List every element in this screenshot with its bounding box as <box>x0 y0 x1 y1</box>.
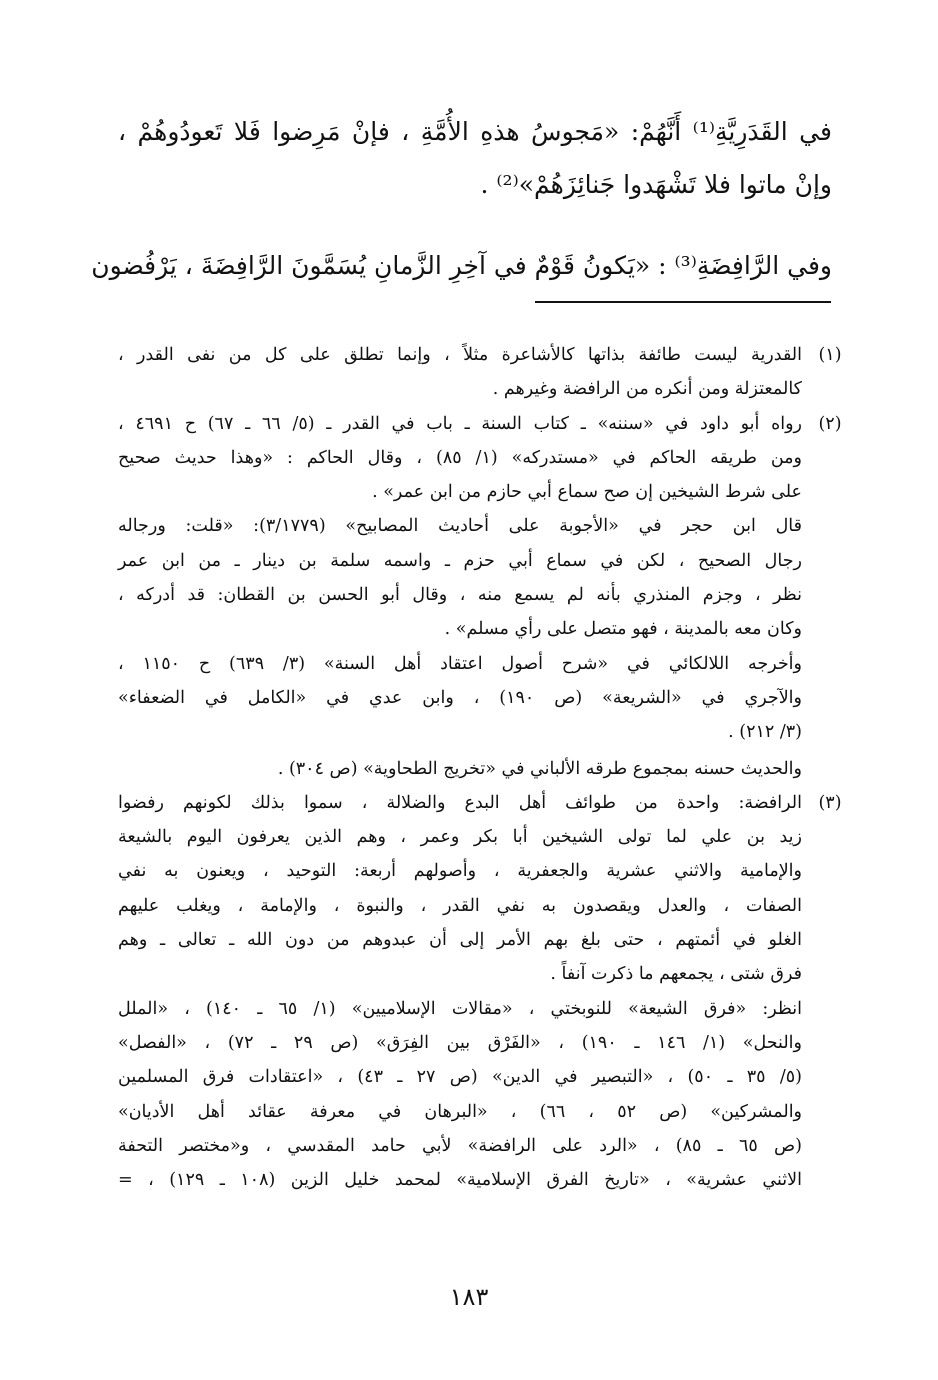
footnote-separator <box>535 301 831 303</box>
main-text-line: في القَدَرِيَّةِ⁽¹⁾ أَنَّهُمْ: «مَجوسُ هذهِ الأُمَّةِ ، فإنْ مَرِضوا فَلا تَعودُوهُمْ ، <box>118 117 832 146</box>
footnote-line: الصفات ، والعدل ويقصدون به نفي القدر ، والنبوة ، والإمامة ، ويغلب عليهم <box>118 895 802 916</box>
footnote-line: انظر: «فرق الشيعة» للنوبختي ، «مقالات الإسلاميين» (١/ ٦٥ ـ ١٤٠) ، «الملل <box>118 998 803 1019</box>
footnote-line: زيد بن علي لما تولى الشيخين أبا بكر وعمر ، وهم الذين يعرفون اليوم بالشيعة <box>118 827 802 848</box>
footnote-line: (ص ٦٥ ـ ٨٥) ، «الرد على الرافضة» لأبي حامد المقدسي ، و«مختصر التحفة <box>118 1135 802 1156</box>
footnote-line: رجال الصحيح ، لكن في سماع أبي حزم ـ واسمه سلمة بن دينار ـ من ابن عمر <box>118 550 802 571</box>
footnote-2 <box>118 407 850 786</box>
footnote-line: والمشركين» (ص ٥٢ ، ٦٦) ، «البرهان في معرفة عقائد أهل الأديان» <box>118 1101 803 1122</box>
footnote-line: وأخرجه اللالكائي في «شرح أصول اعتقاد أهل السنة» (٣/ ٦٣٩) ح ١١٥٠ ، <box>118 653 802 674</box>
footnote-number: (٢) <box>818 413 842 434</box>
footnote-line: (٣/ ٢١٢) . <box>728 722 802 743</box>
footnote-line: الرافضة: واحدة من طوائف أهل البدع والضلالة ، سموا بذلك لكونهم رفضوا <box>118 792 802 813</box>
footnote-1 <box>118 338 850 407</box>
footnote-number: (١) <box>818 345 842 365</box>
footnote-line: الغلو في أئمتهم ، حتى بلغ بهم الأمر إلى أن عبدوهم من دون الله ـ تعالى ـ وهم <box>118 930 802 951</box>
page-number: ١٨٣ <box>449 1283 489 1311</box>
footnote-line: والحديث حسنه بمجموع طرقه الألباني في «تخريج الطحاوية» (ص ٣٠٤) . <box>277 758 802 779</box>
footnotes <box>118 338 850 1197</box>
main-text-line: وفي الرَّافِضَةِ⁽³⁾ : «يَكونُ قَوْمٌ في آخِرِ الزَّمانِ يُسَمَّونَ الرَّافِضَةَ ، يَرْفُضون <box>91 251 832 280</box>
footnote-line: رواه أبو داود في «سننه» ـ كتاب السنة ـ باب في القدر ـ (٥/ ٦٦ ـ ٦٧) ح ٤٦٩١ ، <box>118 413 802 434</box>
footnote-line: على شرط الشيخين إن صح سماع أبي حازم من ابن عمر» . <box>372 482 802 503</box>
footnote-line: والإمامية والاثني عشرية والجعفرية ، وأصولهم أربعة: التوحيد ، ويعنون به نفي <box>118 861 802 882</box>
footnote-line: قال ابن حجر في «الأجوبة على أحاديث المصابيح» (٣/١٧٧٩): «قلت: ورجاله <box>118 516 802 537</box>
footnote-line: (٥/ ٣٥ ـ ٥٠) ، «التبصير في الدين» (ص ٢٧ ـ ٤٣) ، «اعتقادات فرق المسلمين <box>118 1067 802 1088</box>
main-text <box>91 105 832 292</box>
footnote-line: الاثني عشرية» ، «تاريخ الفرق الإسلامية» لمحمد خليل الزين (١٠٨ ـ ١٢٩) ، = <box>118 1170 802 1191</box>
footnote-line: نظر ، وجزم المنذري بأنه لم يسمع منه ، وقال أبو الحسن بن القطان: قد أدركه ، <box>118 585 802 606</box>
footnote-3 <box>118 786 850 1198</box>
main-text-line: وإنْ ماتوا فلا تَشْهَدوا جَنائِزَهُمْ»⁽²⁾ . <box>480 170 832 199</box>
footnote-line: فرق شتى ، يجمعهم ما ذكرت آنفاً . <box>550 964 802 985</box>
footnote-line: القدرية ليست طائفة بذاتها كالأشاعرة مثلاً ، وإنما تطلق على كل من نفى القدر ، <box>118 345 802 365</box>
footnote-line: وكان معه بالمدينة ، فهو متصل على رأي مسلم» . <box>444 619 802 640</box>
footnote-line: والآجري في «الشريعة» (ص ١٩٠) ، وابن عدي في «الكامل في الضعفاء» <box>118 687 802 708</box>
footnote-line: ومن طريقه الحاكم في «مستدركه» (١/ ٨٥) ، وقال الحاكم : «وهذا حديث صحيح <box>118 447 802 468</box>
footnote-line: كالمعتزلة ومن أنكره من الرافضة وغيرهم . <box>492 379 802 400</box>
footnote-line: والنحل» (١/ ١٤٦ ـ ١٩٠) ، «الفَرْق بين الفِرَق» (ص ٢٩ ـ ٧٢) ، «الفصل» <box>118 1032 802 1053</box>
footnote-number: (٣) <box>818 792 842 813</box>
